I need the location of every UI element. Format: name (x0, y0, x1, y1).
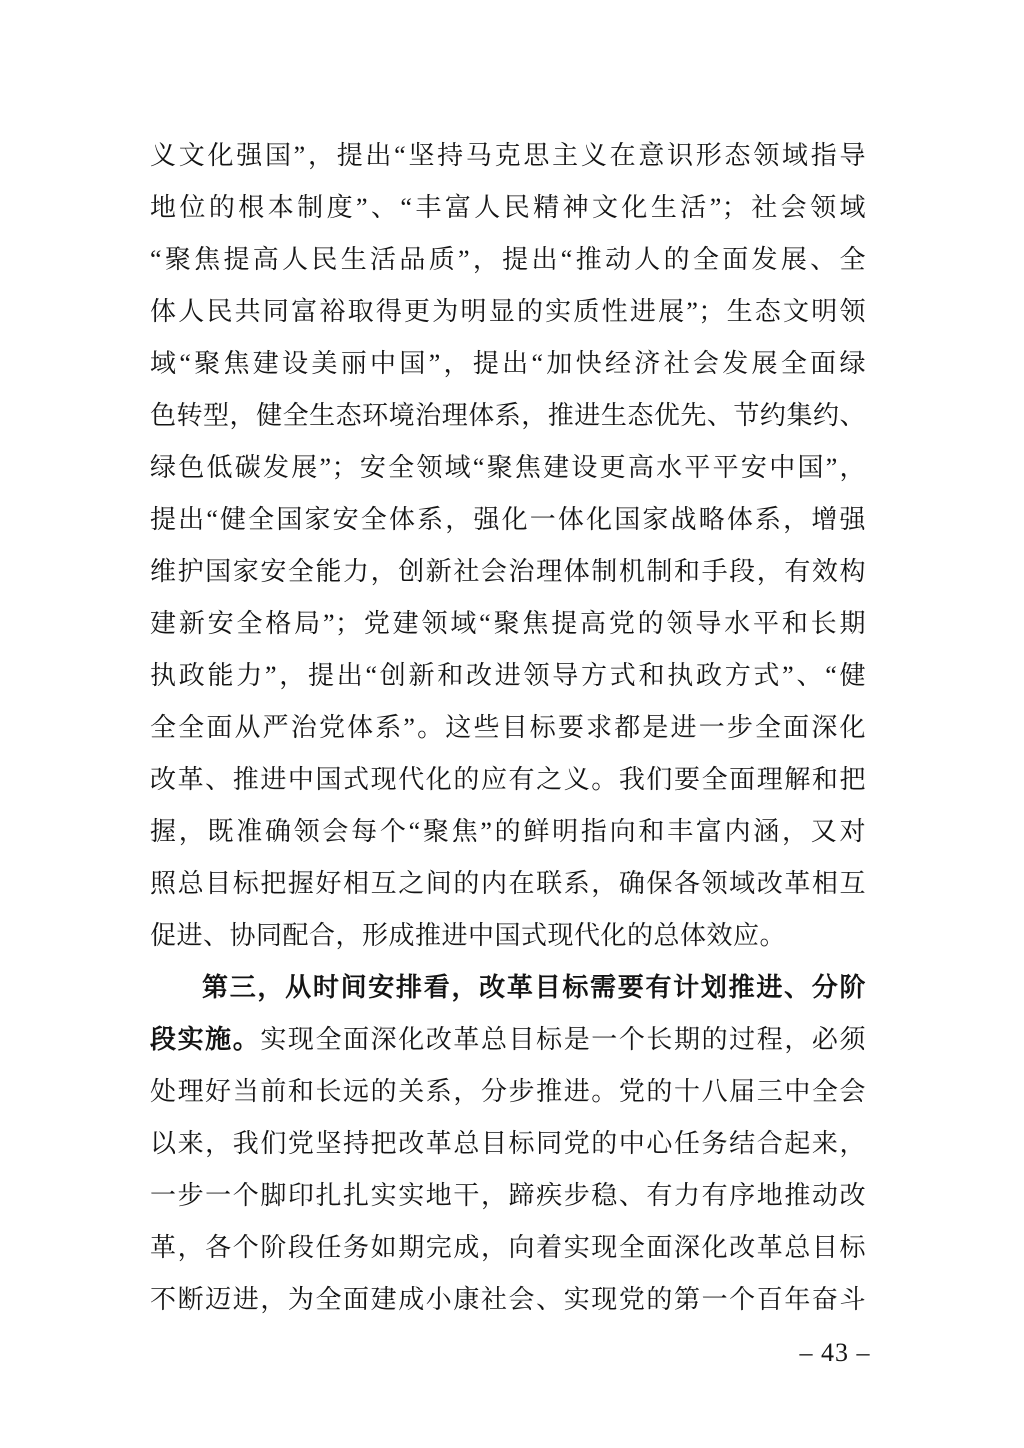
section-heading-continuation-line (150, 1014, 866, 1066)
body-line: 促进、协同配合，形成推进中国式现代化的总体效应。 (150, 921, 787, 950)
body-line: 绿色低碳发展”；安全领域“聚焦建设更高水平平安中国”， (150, 453, 866, 482)
body-line: 体人民共同富裕取得更为明显的实质性进展”；生态文明领 (150, 297, 866, 326)
document-text (150, 130, 866, 1326)
body-line: 维护国家安全能力，创新社会治理体制机制和手段，有效构 (150, 557, 866, 586)
body-line: 色转型，健全生态环境治理体系，推进生态优先、节约集约、 (150, 401, 866, 430)
body-line: 一步一个脚印扎扎实实地干，蹄疾步稳、有力有序地推动改 (150, 1181, 866, 1210)
body-line: 执政能力”，提出“创新和改进领导方式和执政方式”、“健 (150, 661, 866, 690)
body-line: 域“聚焦建设美丽中国”，提出“加快经济社会发展全面绿 (150, 349, 866, 378)
body-line: 以来，我们党坚持把改革总目标同党的中心任务结合起来， (150, 1129, 866, 1158)
body-line: 握，既准确领会每个“聚焦”的鲜明指向和丰富内涵，又对 (150, 817, 866, 846)
body-line: 建新安全格局”；党建领域“聚焦提高党的领导水平和长期 (150, 609, 866, 638)
body-line: 改革、推进中国式现代化的应有之义。我们要全面理解和把 (150, 765, 866, 794)
body-line: 提出“健全国家安全体系，强化一体化国家战略体系，增强 (150, 505, 866, 534)
body-line: 义文化强国”，提出“坚持马克思主义在意识形态领域指导 (150, 141, 866, 170)
section-heading-bold-lead: 段实施。 (150, 1025, 261, 1054)
body-line: 处理好当前和长远的关系，分步推进。党的十八届三中全会 (150, 1077, 866, 1106)
section-heading-line: 第三，从时间安排看，改革目标需要有计划推进、分阶 (202, 973, 866, 1002)
page-number: – 43 – (799, 1338, 871, 1367)
body-line: 革，各个阶段任务如期完成，向着实现全面深化改革总目标 (150, 1233, 866, 1262)
body-line: 地位的根本制度”、“丰富人民精神文化生活”；社会领域 (150, 193, 866, 222)
body-text-span: 实现全面深化改革总目标是一个长期的过程，必须 (260, 1025, 866, 1054)
body-line: 照总目标把握好相互之间的内在联系，确保各领域改革相互 (150, 869, 866, 898)
body-line: 不断迈进，为全面建成小康社会、实现党的第一个百年奋斗 (150, 1285, 866, 1314)
body-line: 全全面从严治党体系”。这些目标要求都是进一步全面深化 (150, 713, 866, 742)
body-line: “聚焦提高人民生活品质”，提出“推动人的全面发展、全 (150, 245, 866, 274)
